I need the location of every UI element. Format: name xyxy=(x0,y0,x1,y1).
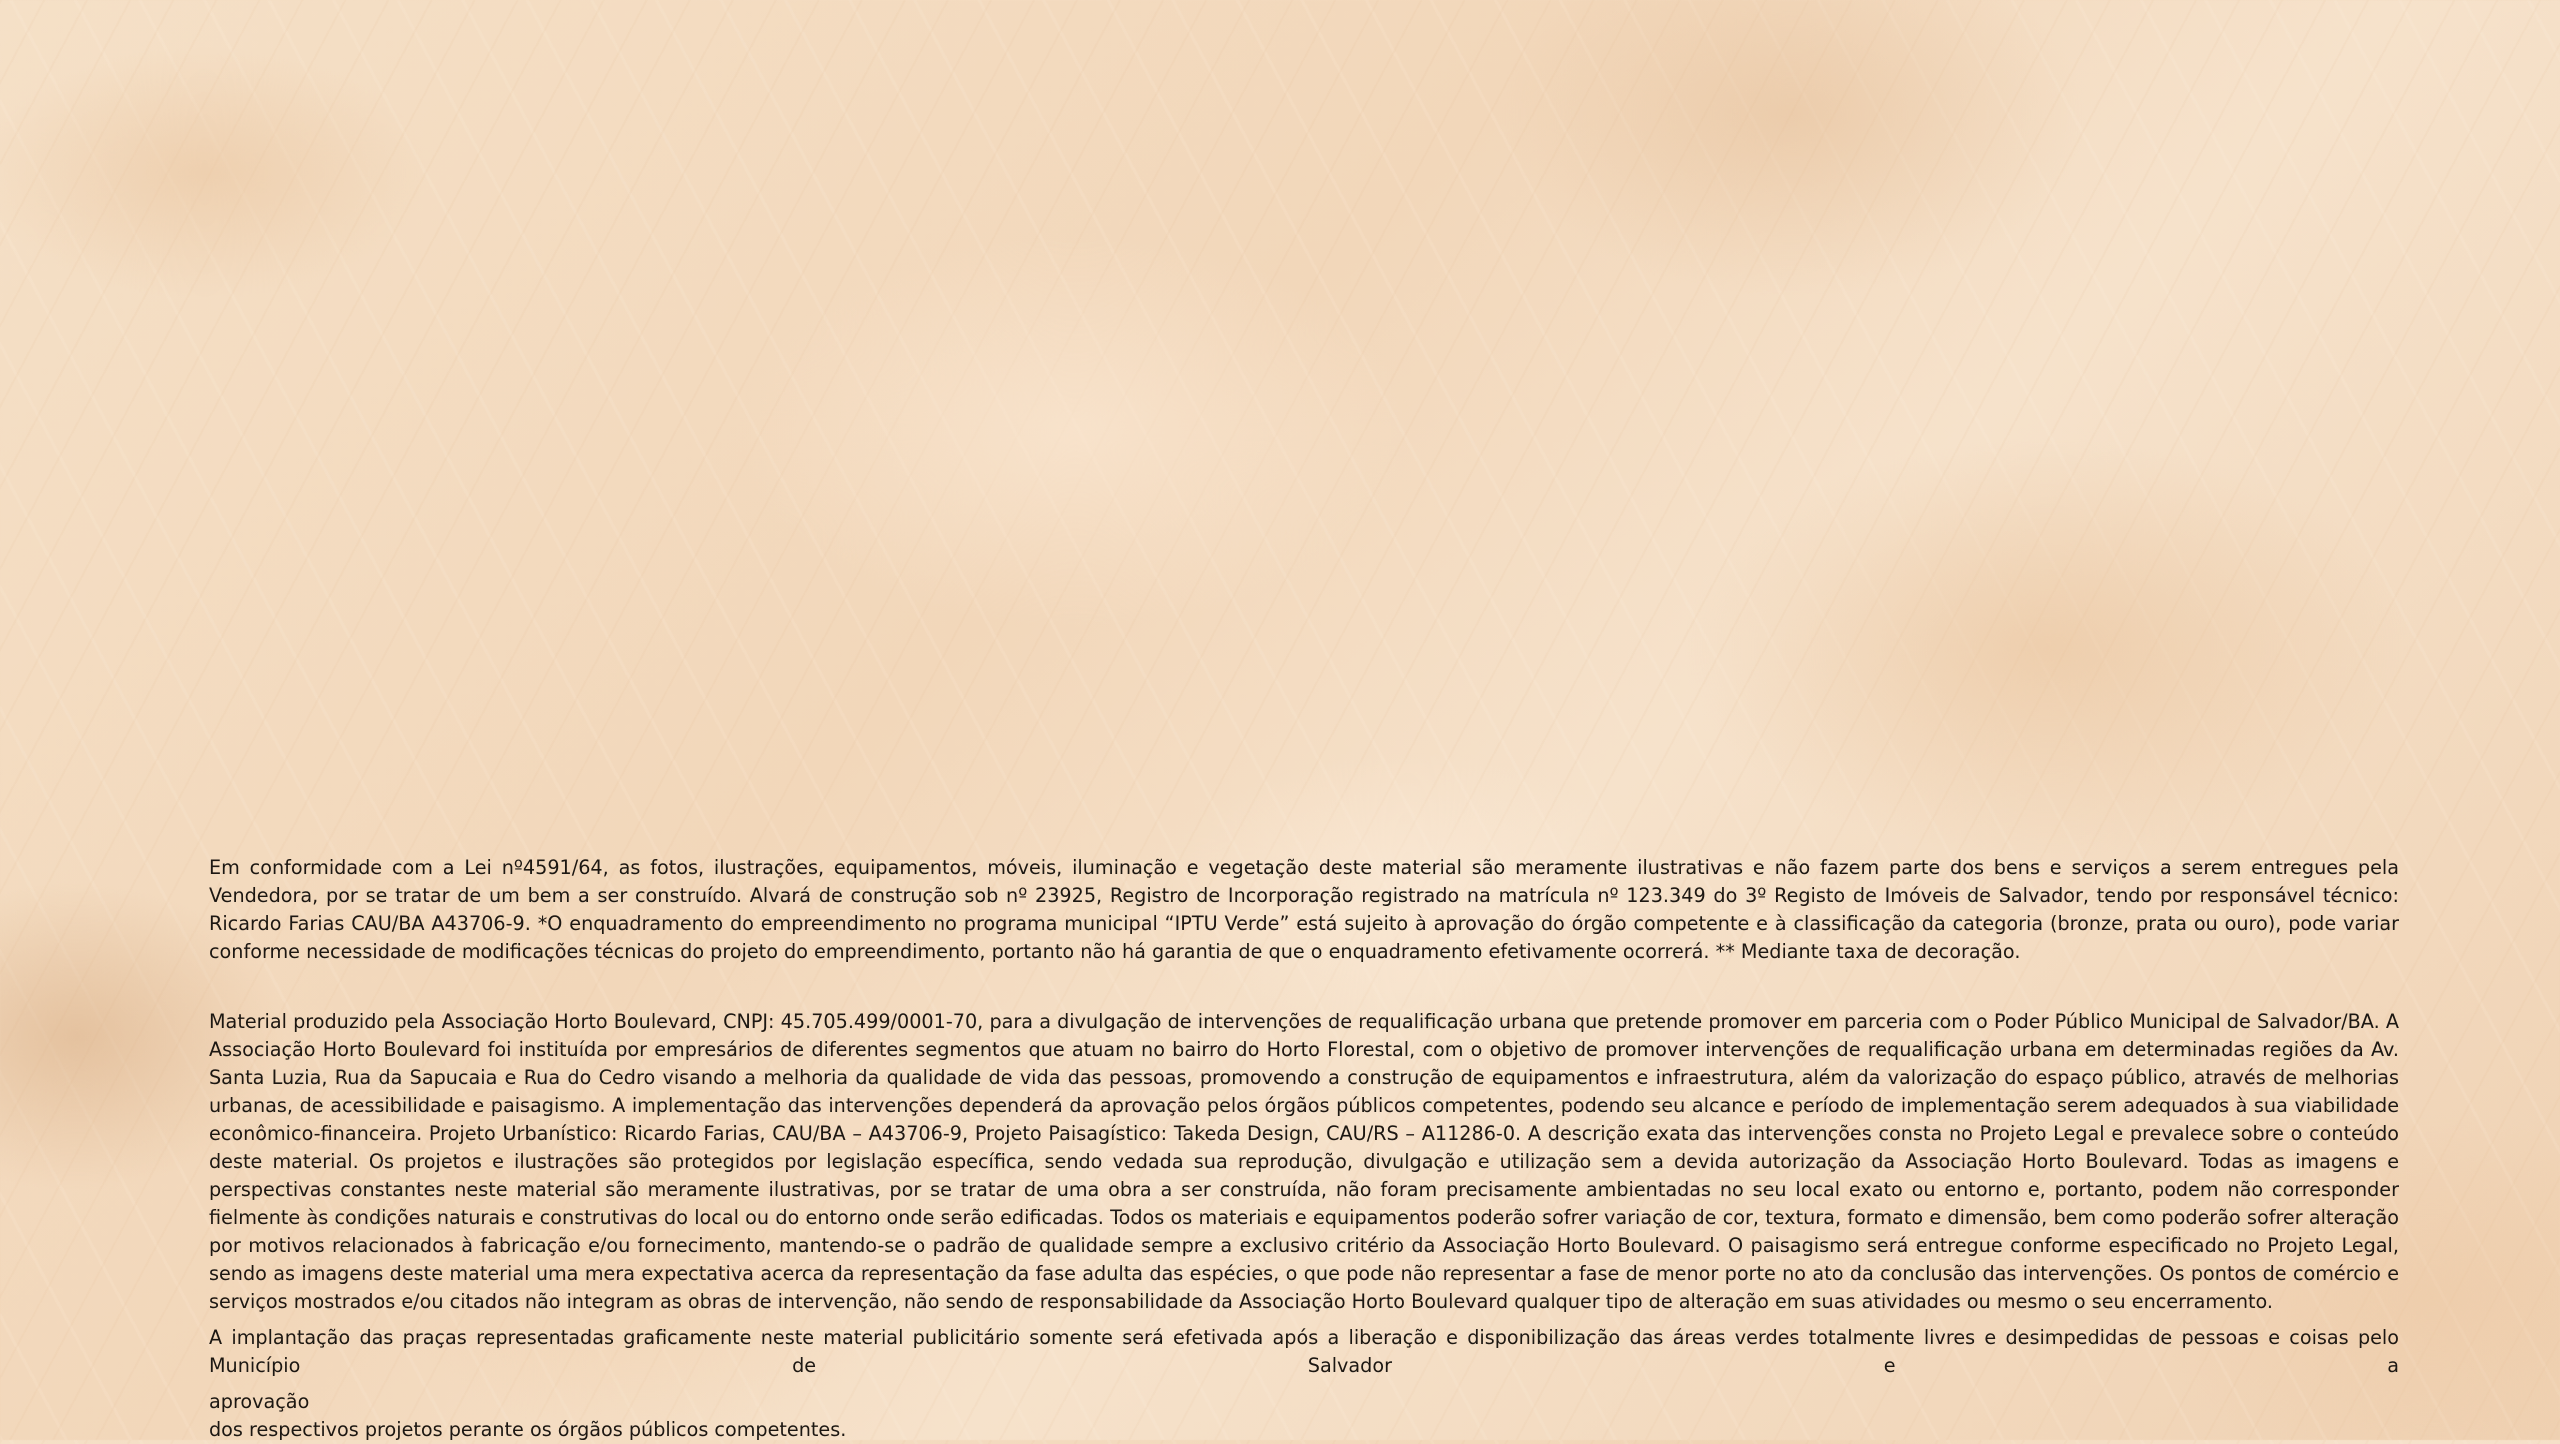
plazas-disclaimer-paragraph xyxy=(209,1324,2399,1444)
legal-disclaimer-paragraph: Em conformidade com a Lei nº4591/64, as fotos, ilustrações, equipamentos, móveis, iluminação e vegetação deste material são meramente ilustrativas e não fazem parte dos bens e serviços a serem entregues pela Vendedora, por se tratar de um bem a ser construído. Alvará de construção sob nº 23925, Registro de Incorporação registrado na matrícula nº 123.349 do 3º Registo de Imóveis de Salvador, tendo por responsável técnico: Ricardo Farias CAU/BA A43706-9. *O enquadramento do empreendimento no programa municipal “IPTU Verde” está sujeito à aprovação do órgão competente e à classificação da categoria (bronze, prata ou ouro), pode variar conforme necessidade de modificações técnicas do projeto do empreendimento, portanto não há garantia de que o enquadramento efetivamente ocorrerá. ** Mediante taxa de decoração. xyxy=(209,856,2399,963)
plazas-disclaimer-line-2: aprovação xyxy=(209,1390,310,1413)
plazas-disclaimer-line-3: dos respectivos projetos perante os órgãos públicos competentes. xyxy=(209,1418,847,1441)
plazas-disclaimer-line-1: A implantação das praças representadas graficamente neste material publicitário somente será efetivada após a liberação e disponibilização das áreas verdes totalmente livres e desimpedidas de pessoas e coisas pelo Município de Salvador e a xyxy=(209,1326,2399,1377)
association-disclaimer-paragraph: Material produzido pela Associação Horto Boulevard, CNPJ: 45.705.499/0001-70, para a divulgação de intervenções de requalificação urbana que pretende promover em parceria com o Poder Público Municipal de Salvador/BA. A Associação Horto Boulevard foi instituída por empresários de diferentes segmentos que atuam no bairro do Horto Florestal, com o objetivo de promover intervenções de requalificação urbana em determinadas regiões da Av. Santa Luzia, Rua da Sapucaia e Rua do Cedro visando a melhoria da qualidade de vida das pessoas, promovendo a construção de equipamentos e infraestrutura, além da valorização do espaço público, através de melhorias urbanas, de acessibilidade e paisagismo. A implementação das intervenções dependerá da aprovação pelos órgãos públicos competentes, podendo seu alcance e período de implementação serem adequados à sua viabilidade econômico-financeira. Projeto Urbanístico: Ricardo Farias, CAU/BA – A43706-9, Projeto Paisagístico: Takeda Design, CAU/RS – A11286-0. A descrição exata das intervenções consta no Projeto Legal e prevalece sobre o conteúdo deste material. Os projetos e ilustrações são protegidos por legislação específica, sendo vedada sua reprodução, divulgação e utilização sem a devida autorização da Associação Horto Boulevard. Todas as imagens e perspectivas constantes neste material são meramente ilustrativas, por se tratar de uma obra a ser construída, não foram precisamente ambientadas no seu local exato ou entorno e, portanto, podem não corresponder fielmente às condições naturais e construtivas do local ou do entorno onde serão edificadas. Todos os materiais e equipamentos poderão sofrer variação de cor, textura, formato e dimensão, bem como poderão sofrer alteração por motivos relacionados à fabricação e/ou fornecimento, mantendo-se o padrão de qualidade sempre a exclusivo critério da Associação Horto Boulevard. O paisagismo será entregue conforme especificado no Projeto Legal, sendo as imagens deste material uma mera expectativa acerca da representação da fase adulta das espécies, o que pode não representar a fase de menor porte no ato da conclusão das intervenções. Os pontos de comércio e serviços mostrados e/ou citados não integram as obras de intervenção, não sendo de responsabilidade da Associação Horto Boulevard qualquer tipo de alteração em suas atividades ou mesmo o seu encerramento. xyxy=(209,1010,2399,1313)
